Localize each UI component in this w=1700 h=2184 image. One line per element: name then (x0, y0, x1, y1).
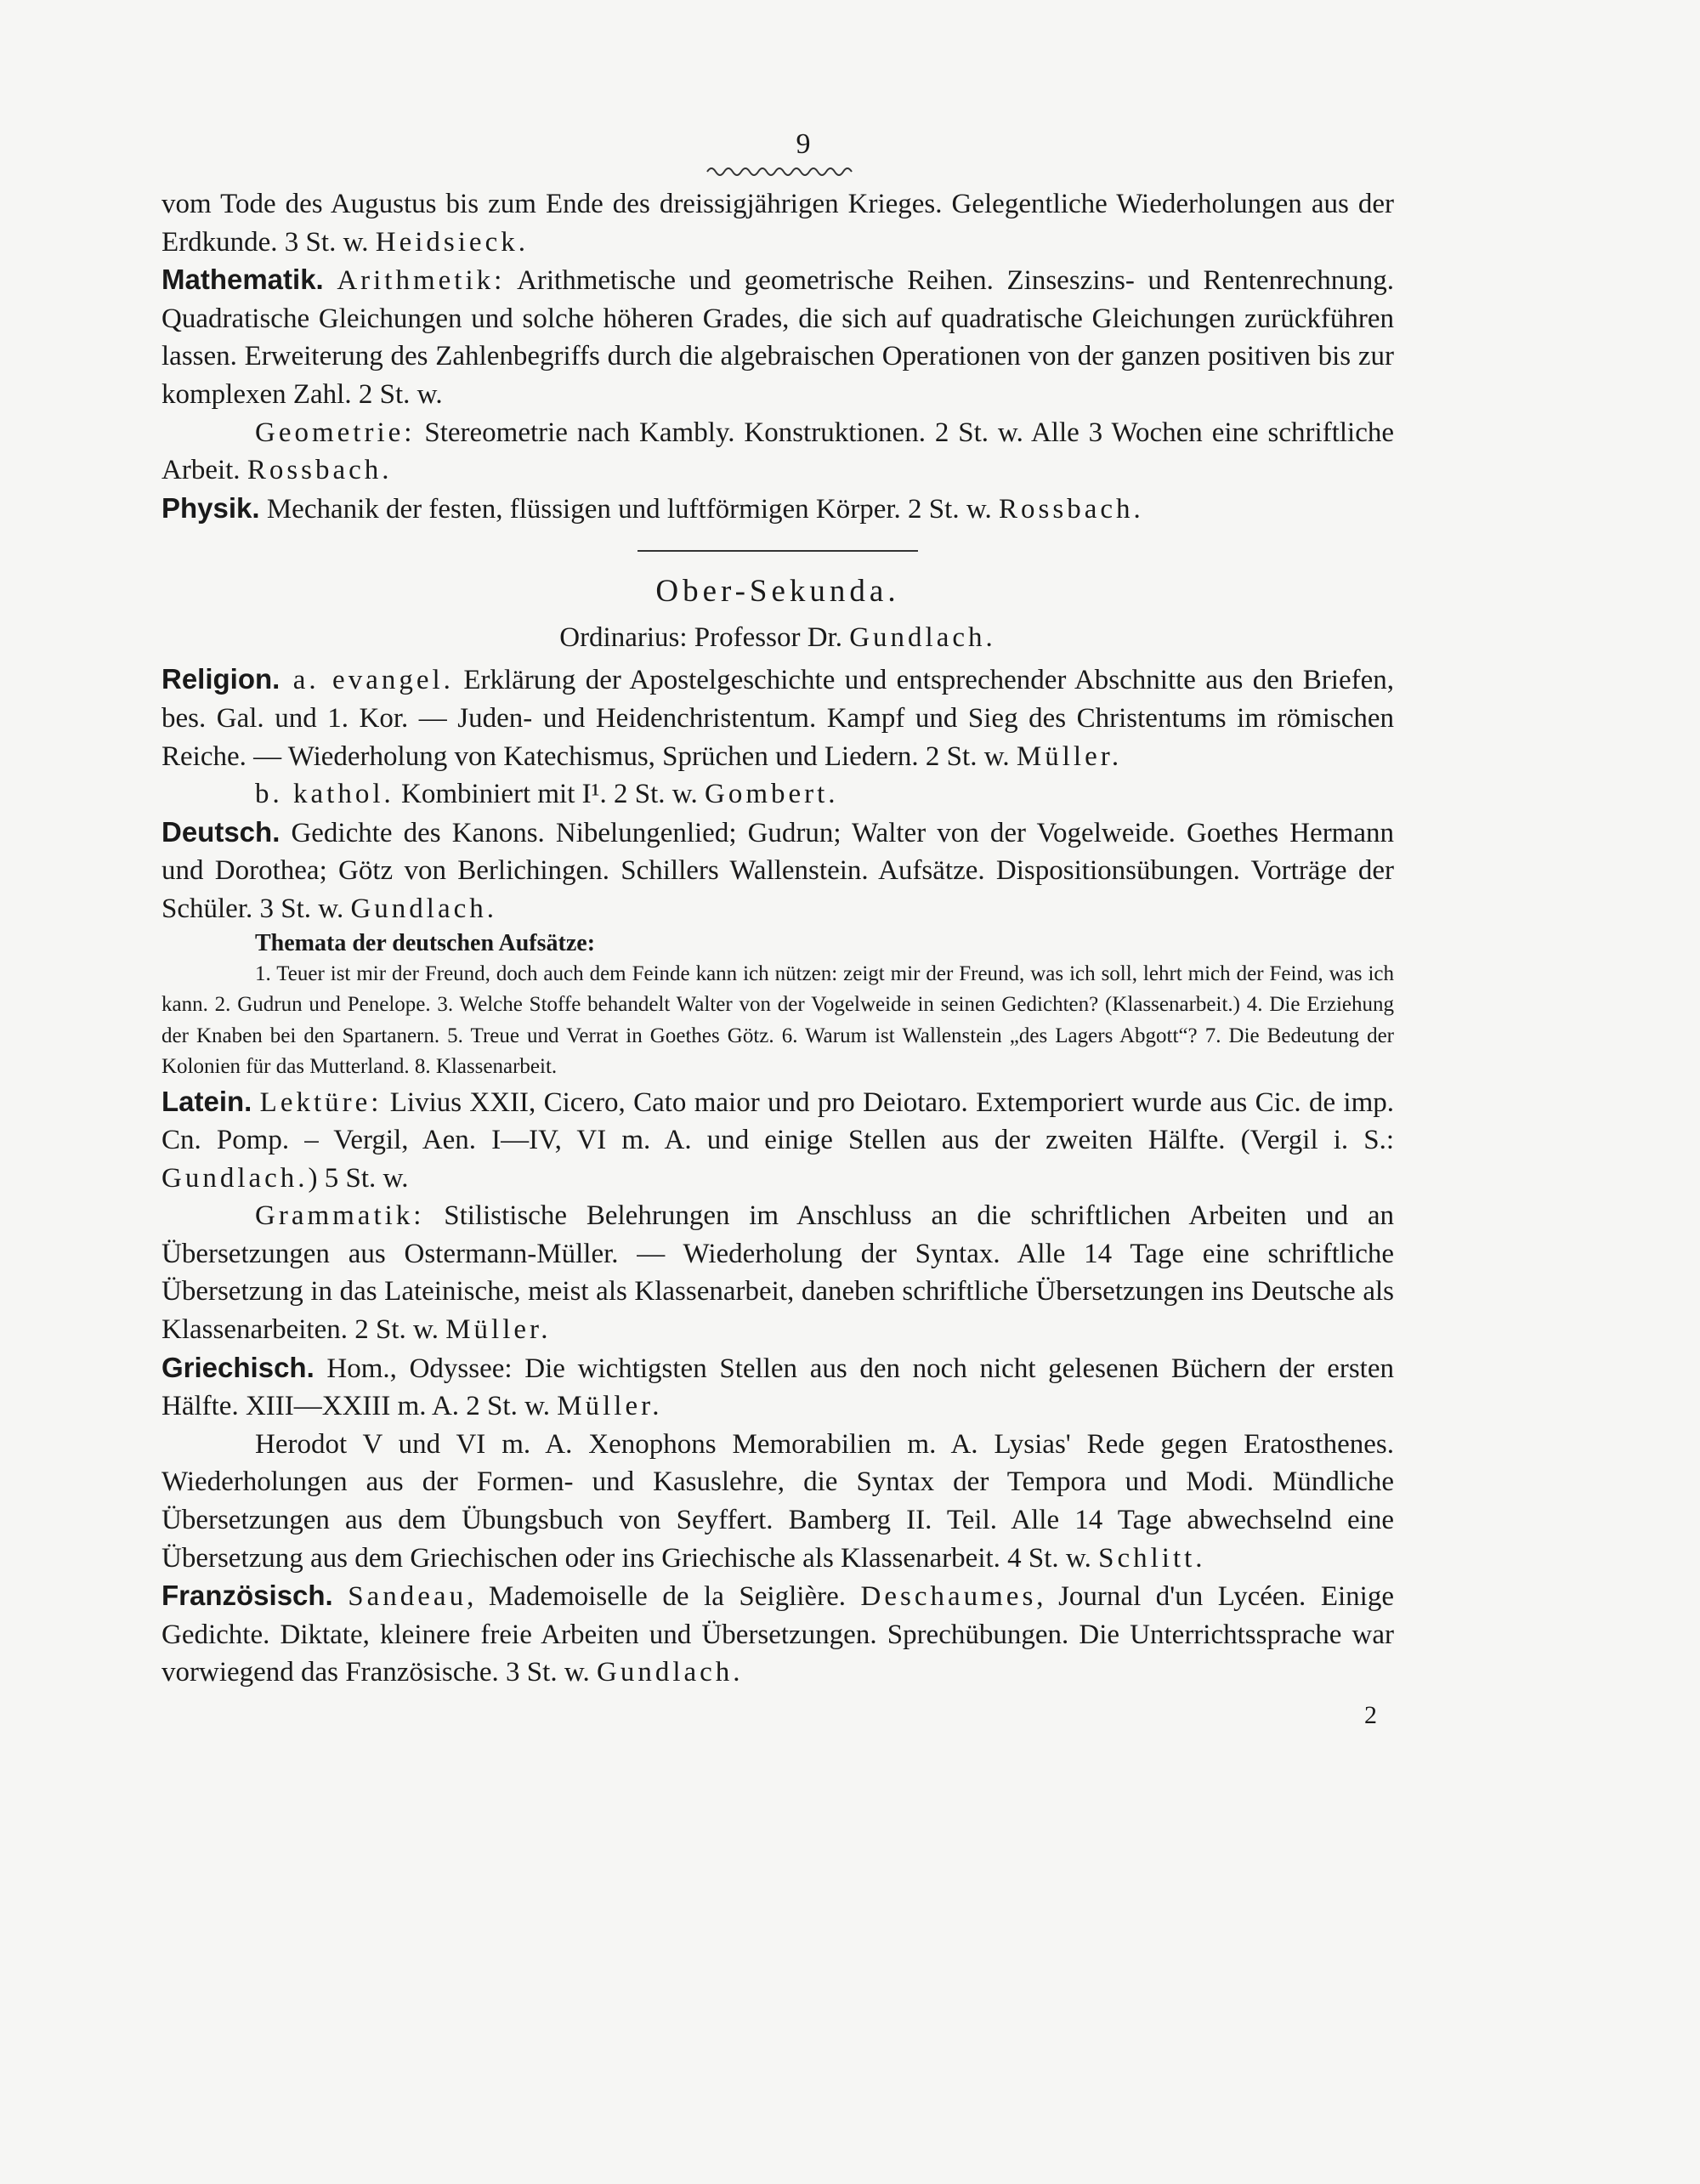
text: vom Tode des Augustus bis zum Ende des dreissigjährigen Krieges. Gelegentliche Wiederholungen aus der Erdkunde. 3 St. w. (162, 189, 1394, 258)
text: Kombiniert mit I¹. 2 St. w. (394, 779, 705, 810)
teacher-name: Rossbach. (999, 493, 1144, 525)
text: Ordinarius: Professor Dr. (559, 622, 850, 654)
themata-heading: Themata der deutschen Aufsätze: (255, 929, 596, 956)
author-name: Deschaumes (860, 1581, 1037, 1613)
section-divider (638, 550, 918, 552)
teacher-name: Rossbach. (246, 455, 393, 486)
teacher-name: Heidsieck. (375, 226, 529, 258)
paragraph-griechisch (162, 1349, 1394, 1426)
paragraph-geschichte (162, 185, 1394, 261)
text: Livius XXII, Cicero, Cato maior und pro Deiotaro. Extemporiert wurde aus Cic. de imp. Cn. Pomp. – Vergil, Aen. I—IV, VI m. A. und einige Stellen aus der zweiten Hälfte. (Vergil i. S.: (162, 1086, 1394, 1156)
subsection-label: Lektüre: (259, 1086, 382, 1118)
text: Erklärung der Apostelgeschichte und entsprechender Abschnitte aus den Briefen, bes. Gal. und 1. Kor. — Juden- und Heidenchristentum. Kampf und Sieg des Christentums im römischen Reiche. — Wiederholung von Katechismus, Sprüchen und Liedern. 2 St. w. (162, 665, 1394, 772)
paragraph-griechisch-herodot (162, 1426, 1394, 1577)
text: Stilistische Belehrungen im Anschluss an die schriftlichen Arbeiten und an Übersetzungen aus Ostermann-Müller. — Wiederholung der Syntax. Alle 14 Tage eine schriftliche Übersetzung in das Lateinische, meist als Klassenarbeit, daneben schriftliche Übersetzungen ins Deutsche als Klassenarbeiten. 2 St. w. (162, 1200, 1394, 1346)
text: , Mademoiselle de la Seiglière. (467, 1581, 861, 1613)
subsection-label: a. evangel. (280, 665, 454, 696)
teacher-name: Gundlach. (162, 1162, 309, 1194)
subject-heading: Physik. (162, 491, 260, 524)
subject-heading: Griechisch. (162, 1351, 314, 1383)
paragraph-latein-grammatik (162, 1197, 1394, 1348)
themata-list: 1. Teuer ist mir der Freund, doch auch dem Feinde kann ich nützen: zeigt mir der Freund, was ich soll, lehrt mich der Feind, was ich kann. 2. Gudrun und Penelope. 3. Welche Stoffe behandelt Walter von der Vogelweide in seinen Gedichten? (Klassenarbeit.) 4. Die Erziehung der Knaben bei den Spartanern. 5. Treue und Verrat in Goethes Götz. 6. Warum ist Wallenstein „des Lagers Abgott“? 7. Die Bedeutung der Kolonien für das Mutterland. 8. Klassenarbeit. (162, 962, 1394, 1078)
text: Herodot V und VI m. A. Xenophons Memorabilien m. A. Lysias' Rede gegen Eratosthenes. Wiederholungen aus der Formen- und Kasuslehre, die Syntax der Tempora und Modi. Mündliche Übersetzungen aus dem Übungsbuch von Seyffert. Bamberg II. Teil. Alle 14 Tage abwechselnd eine Übersetzung aus dem Griechischen oder ins Griechische als Klassenarbeit. 4 St. w. (162, 1428, 1394, 1574)
subject-heading: Religion. (162, 663, 280, 695)
text: Mechanik der festen, flüssigen und luftförmigen Körper. 2 St. w. (259, 493, 1000, 525)
page-number: 9 (796, 128, 811, 160)
ornament-squiggle (706, 162, 854, 179)
paragraph-physik (162, 490, 1394, 529)
paragraph-mathematik (162, 261, 1394, 413)
document-page (162, 128, 1394, 1733)
text: Stereometrie nach Kambly. Konstruktionen. 2 St. w. Alle 3 Wochen eine schriftliche Arbeit. (162, 417, 1394, 486)
paragraph-latein (162, 1083, 1394, 1198)
teacher-name: Gundlach. (597, 1657, 744, 1688)
subject-heading: Latein. (162, 1085, 252, 1117)
signature-mark: 2 (1364, 1701, 1377, 1729)
subsection-label: b. kathol. (255, 779, 394, 810)
subject-heading: Deutsch. (162, 815, 280, 848)
subject-heading: Französisch. (162, 1580, 333, 1612)
paragraph-geometrie (162, 414, 1394, 490)
teacher-name: Müller. (1016, 740, 1123, 772)
text: Hom., Odyssee: Die wichtigsten Stellen aus den noch nicht gelesenen Büchern der ersten Hälfte. XIII—XXIII m. A. 2 St. w. (162, 1353, 1394, 1422)
text: Gedichte des Kanons. Nibelungenlied; Gudrun; Walter von der Vogelweide. Goethes Hermann und Dorothea; Götz von Berlichingen. Schillers Wallenstein. Aufsätze. Dispositionsübungen. Vorträge der Schüler. 3 St. w. (162, 817, 1394, 924)
text: Arithmetische und geometrische Reihen. Zinseszins- und Rentenrechnung. Quadratische Gleichungen und solche höheren Grades, die sich auf quadratische Gleichungen zurückführen lassen. Erweiterung des Zahlenbegriffs durch die algebraischen Operationen von der ganzen positiven bis zur komplexen Zahl. 2 St. w. (162, 265, 1394, 410)
paragraph-religion-b (162, 775, 1394, 814)
author-name: Sandeau (348, 1581, 468, 1613)
teacher-name: Gundlach. (350, 893, 497, 924)
paragraph-deutsch (162, 814, 1394, 928)
subsection-label: Arithmetik: (337, 265, 506, 297)
teacher-name: Müller. (445, 1314, 552, 1346)
teacher-name: Gundlach. (849, 622, 996, 654)
paragraph-franzoesisch (162, 1577, 1394, 1692)
paragraph-religion (162, 661, 1394, 775)
text: , Journal d'un Lycéen. Einige Gedichte. Diktate, kleinere freie Arbeiten und Übersetzungen. Sprechübungen. Die Unterrichtssprache war vorwiegend das Französische. 3 St. w. (162, 1581, 1394, 1688)
teacher-name: Schlitt. (1098, 1542, 1206, 1574)
subsection-label: Grammatik: (255, 1200, 425, 1232)
text: ) 5 St. w. (308, 1162, 409, 1194)
subject-heading: Mathematik. (162, 264, 324, 296)
teacher-name: Gombert. (704, 779, 839, 810)
ordinarius-line (162, 615, 1394, 661)
section-title: Ober-Sekunda. (655, 574, 900, 610)
teacher-name: Müller. (557, 1391, 663, 1422)
subsection-label: Geometrie: (255, 417, 416, 448)
